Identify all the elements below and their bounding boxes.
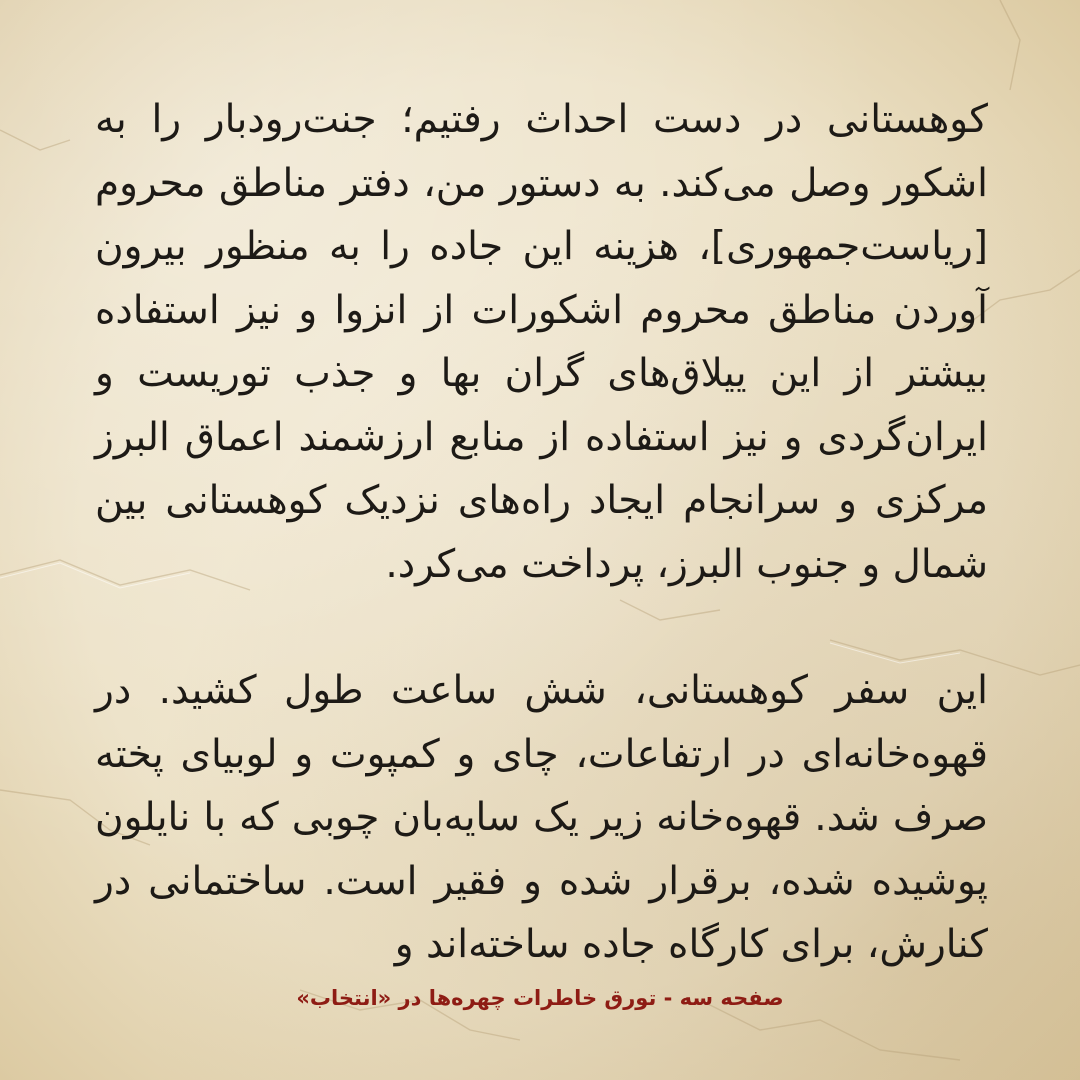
paragraph-spacer: [95, 596, 988, 659]
paragraph-1: کوهستانی در دست احداث رفتیم؛ جنت‌رودبار را به اشکور وصل می‌کند. به دستور من، دفتر مناطق محروم [ریاست‌جمهوری]، هزینه این جاده را به منظور بیرون آوردن مناطق محروم اشکورات از انزوا و نیز استفاده بیشتر از این ییلاق‌های گران بها و جذب توریست و ایران‌گردی و نیز استفاده از منابع ارزشمند اعماق البرز مرکزی و سرانجام ایجاد راه‌های نزدیک کوهستانی بین شمال و جنوب البرز، پرداخت می‌کرد.: [95, 97, 988, 587]
page-footer: صفحه سه - تورق خاطرات چهره‌ها در «انتخاب»: [296, 986, 784, 1010]
paragraph-2: این سفر کوهستانی، شش ساعت طول کشید. در قهوه‌خانه‌ای در ارتفاعات، چای و کمپوت و لوبیای پخته صرف شد. قهوه‌خانه زیر یک سایه‌بان چوبی که با نایلون پوشیده شده، برقرار شده و فقیر است. ساختمانی در کنارش، برای کارگاه جاده ساخته‌اند و: [95, 668, 988, 967]
article-text: [95, 88, 988, 977]
